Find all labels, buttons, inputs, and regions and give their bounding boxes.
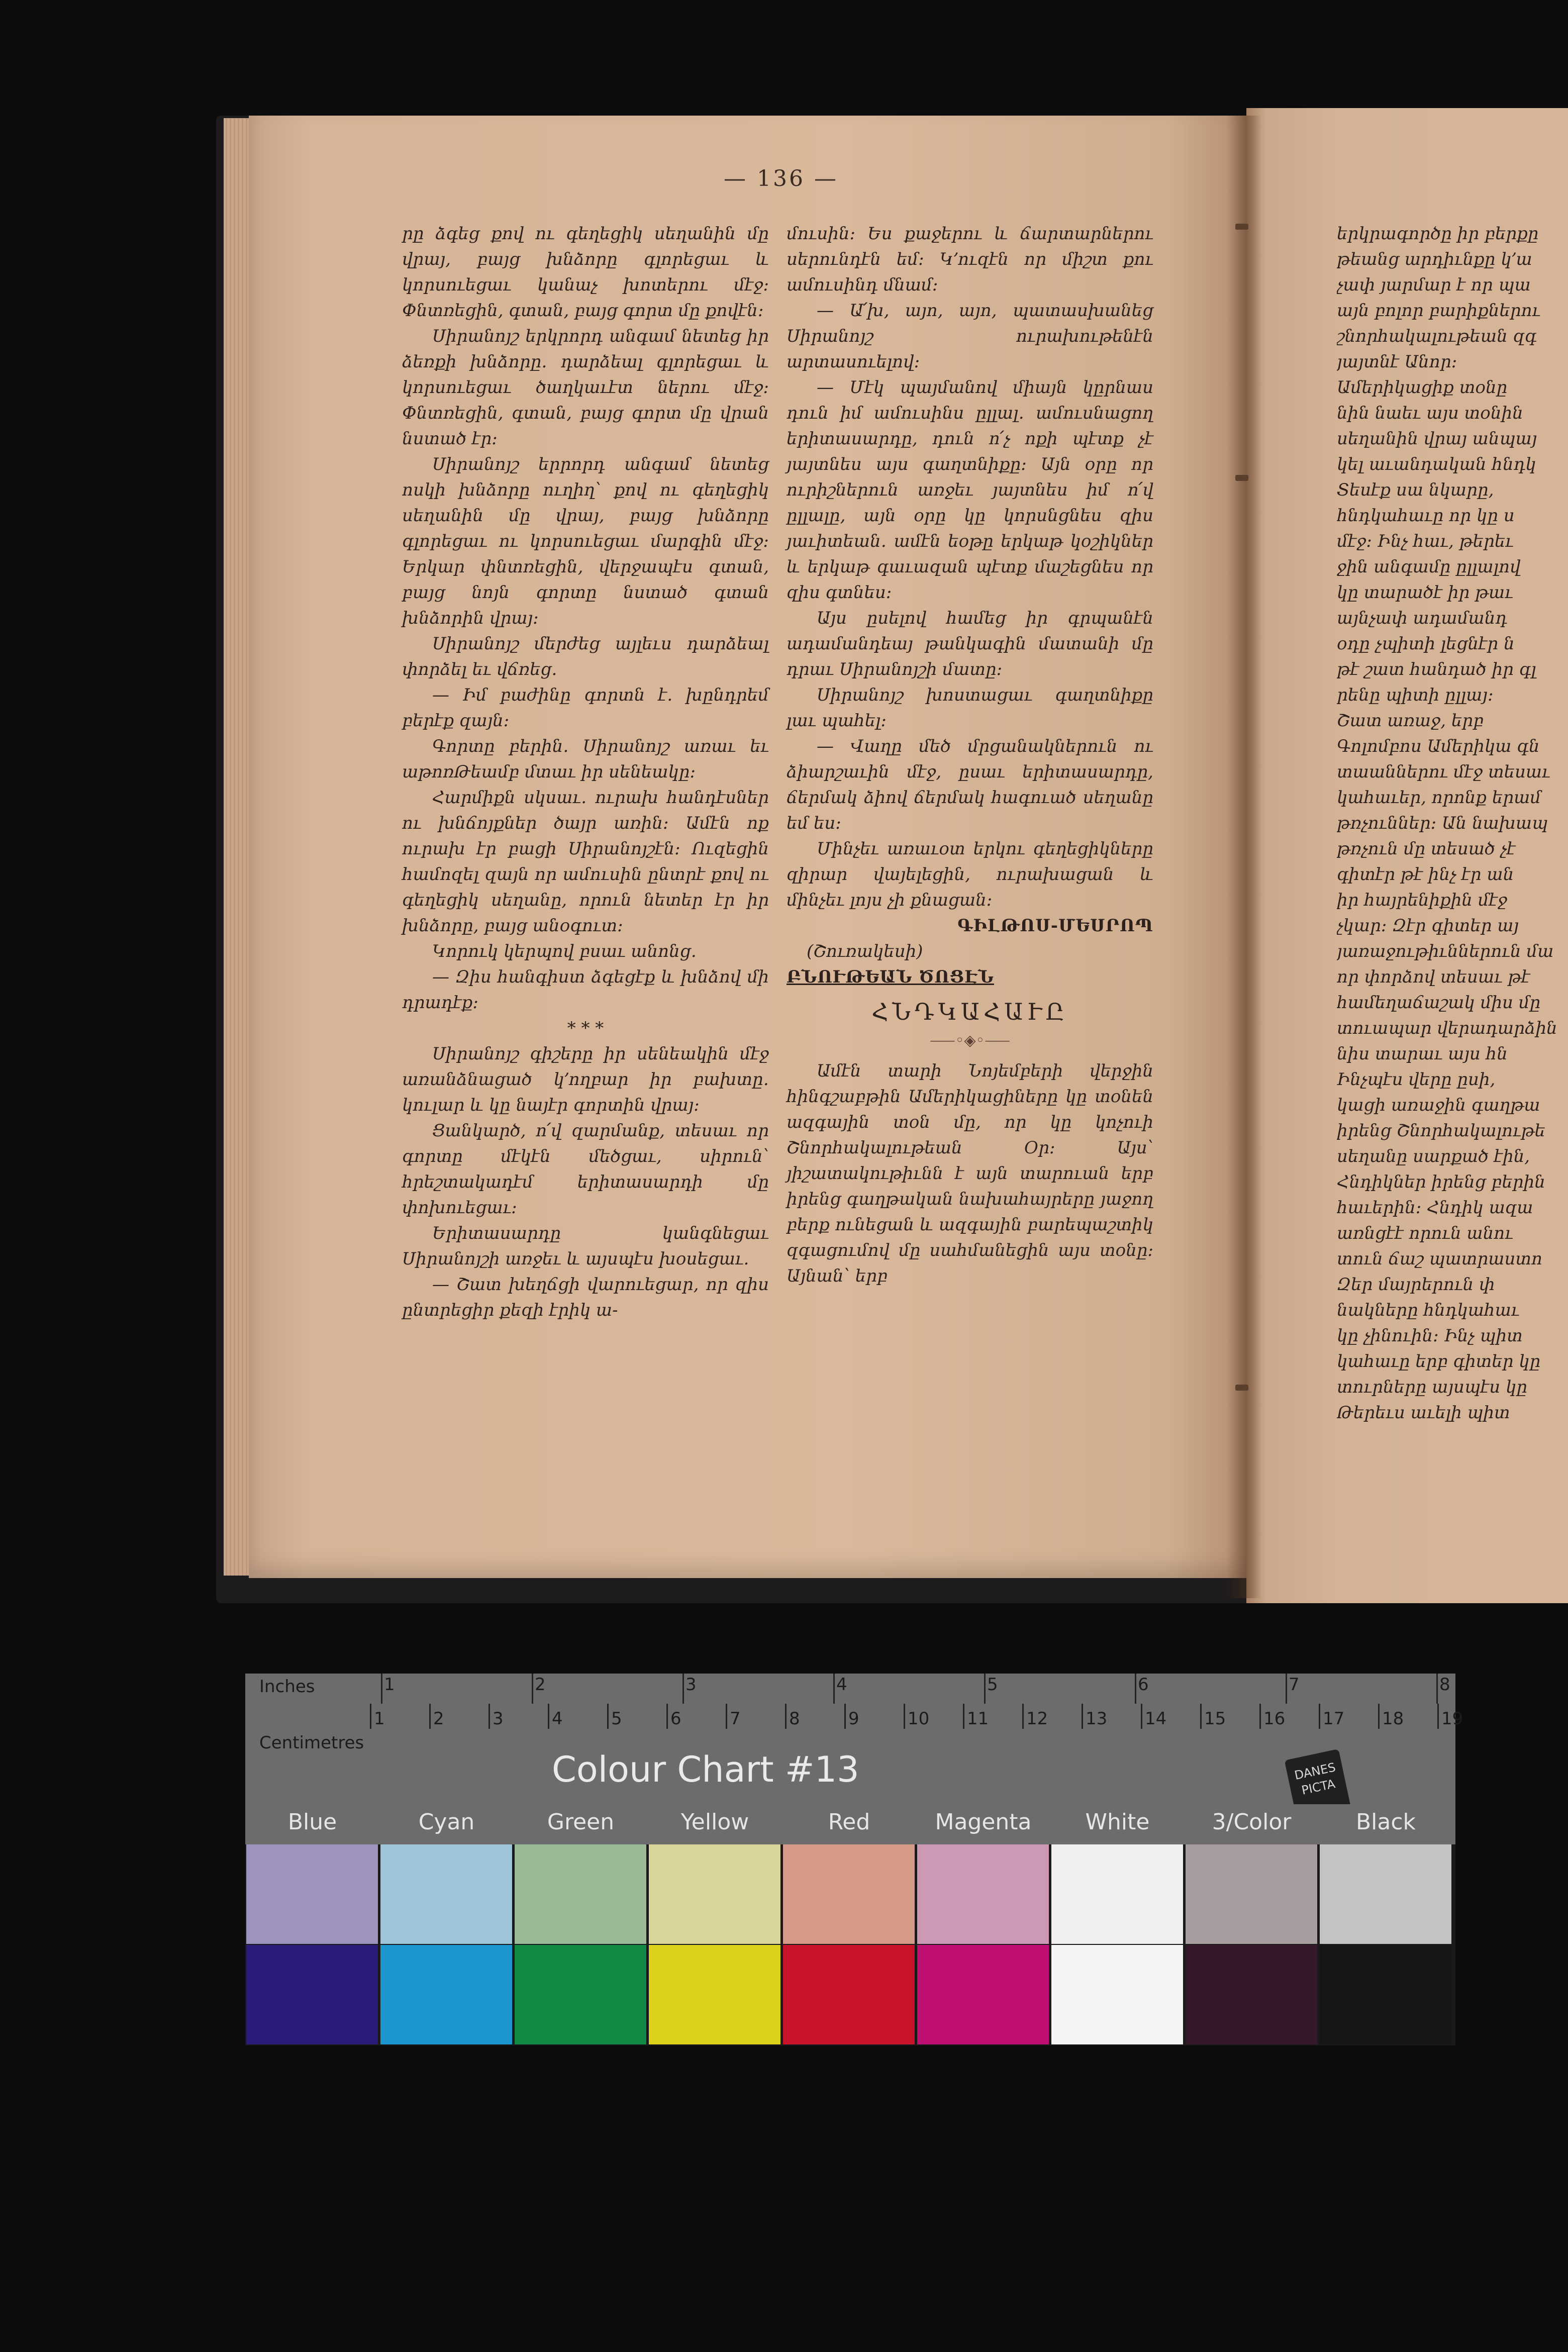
text-line: չկար։ Զէր գիտեր այ bbox=[1337, 916, 1519, 936]
paragraph: Գորտը բերին․ Սիրանոյշ առաւ եւ աթոռԹեամբ մտաւ իր սենեակը։ bbox=[402, 736, 769, 782]
inch-tick-label: 6 bbox=[1138, 1675, 1149, 1695]
inch-tick-label: 8 bbox=[1439, 1675, 1450, 1695]
paragraph: Մինչեւ առաւօտ երկու գեղեցիկները զիրար վայելեցին, ուրախացան և մինչեւ լոյս չի քնացան։ bbox=[787, 839, 1153, 910]
text-line: Ինչպէս վերը ըսի, bbox=[1337, 1069, 1496, 1090]
paragraph: Ամէն տարի Նոյեմբերի վերջին հինգշաբթին Ամերիկացիները կը տօնեն ազգային տօն մը, որ կը կոչուի Շնորհակալութեան Օր։ Այս՝ յիշատակութիւնն է այն տարուան երբ իրենց գաղթական նախահայրերը յաջող բերք ունեցան և ազգային բարեպաշտիկ զգացումով մը սահմանեցին այս տօնը։ Այնան՝ երբ bbox=[787, 1061, 1153, 1286]
text-line: հաւերին։ Հնդիկ ազա bbox=[1337, 1198, 1533, 1218]
cm-tick-label: 15 bbox=[1204, 1709, 1226, 1729]
paragraph: Հարմիքն սկսաւ․ ուրախ հանդէսներ ու խնճոյքներ ծայր առին։ Ամէն ոք ուրախ էր բացի Սիրանոյշէն։ Ուզեցին համոզել զայն որ ամուսին ընտրէ քով ու գեղեցիկ սեղանը, որուն նետեր էր իր խնձորը, բայց անօգուտ։ bbox=[402, 788, 769, 936]
inch-tick-label: 1 bbox=[384, 1675, 395, 1695]
swatch-light bbox=[1320, 1844, 1451, 1944]
cm-tick-label: 13 bbox=[1086, 1709, 1108, 1729]
swatch-light bbox=[380, 1844, 512, 1944]
text-line: ջին անգամը ըլլալով bbox=[1337, 557, 1521, 577]
cm-tick bbox=[1141, 1704, 1142, 1729]
paragraph: Երիտասարդը կանգնեցաւ Սիրանոյշի առջեւ և այսպէս խօսեցաւ․ bbox=[402, 1223, 769, 1269]
author-signature: ԳԻԼԹՈՍ-ՄԵՍՐՈՊ bbox=[957, 916, 1153, 936]
text-line: կահաւեր, որոնք երամ bbox=[1337, 788, 1541, 808]
text-line: թռչուն մը տեսած չէ bbox=[1337, 839, 1516, 859]
inch-tick-label: 3 bbox=[685, 1675, 697, 1695]
text-line: կահաւը երբ գիտեր կը bbox=[1337, 1351, 1541, 1371]
paragraph: — Մէկ պայմանով միայն կըրնաս դուն իմ ամուսինս ըլլալ․ ամուսնացող երիտասարդը, դուն ո՛չ ոքի պէտք չէ յայտնես այս գաղտնիքը։ Այն օրը որ ուրիշներուն առջեւ յայտնես իմ ո՛վ ըլլալը, այն օրը կը կորսնցնես զիս յաւիտեան․ ամէն եօթը երկաթ կօշիկներ և երկաթ գաւազան պէտք մաշեցնես որ զիս գտնես։ bbox=[787, 377, 1153, 603]
text-column-middle bbox=[787, 221, 1153, 1289]
cm-tick-label: 1 bbox=[374, 1709, 385, 1729]
cm-tick bbox=[963, 1704, 964, 1729]
text-line: թէ շատ հանդած իր գլ bbox=[1337, 659, 1536, 679]
cm-tick-label: 12 bbox=[1026, 1709, 1048, 1729]
danes-picta-logo: DANES PICTA bbox=[1285, 1749, 1352, 1824]
swatch-dark bbox=[917, 1945, 1049, 2044]
swatch-dark bbox=[515, 1945, 646, 2044]
book-gutter bbox=[1226, 116, 1261, 1598]
text-line: իր հայրենիքին մէջ bbox=[1337, 890, 1508, 910]
cm-tick bbox=[548, 1704, 549, 1729]
text-line: տուրները այսպէս կը bbox=[1337, 1377, 1527, 1397]
cm-tick-label: 18 bbox=[1382, 1709, 1404, 1729]
text-line: Թերեւս աւելի պիտ bbox=[1337, 1403, 1510, 1423]
cm-tick bbox=[785, 1704, 787, 1729]
cm-tick-label: 5 bbox=[611, 1709, 622, 1729]
text-line: Շատ առաջ, երբ bbox=[1337, 711, 1484, 731]
cm-tick-label: 6 bbox=[670, 1709, 681, 1729]
cm-tick-label: 9 bbox=[848, 1709, 859, 1729]
swatch-dark bbox=[380, 1945, 512, 2044]
text-line: Գոլոմբոս Ամերիկա գն bbox=[1337, 736, 1540, 756]
text-line: համեղաճաշակ միս մը bbox=[1337, 993, 1541, 1013]
swatch-light bbox=[515, 1844, 646, 1944]
inch-tick-label: 5 bbox=[987, 1675, 998, 1695]
inch-tick bbox=[1436, 1674, 1438, 1704]
cm-tick-label: 17 bbox=[1323, 1709, 1345, 1729]
ruler bbox=[245, 1674, 1463, 1804]
text-column-right-cropped bbox=[1337, 221, 1568, 1426]
cm-tick bbox=[607, 1704, 609, 1729]
swatch-dark bbox=[1051, 1945, 1183, 2044]
cm-tick-label: 19 bbox=[1441, 1709, 1463, 1729]
paragraph: — Վաղը մեծ մրցանակներուն ու ձիարշաւին մէջ, ըսաւ երիտասարդը, ճերմակ ձիով ճերմակ հագուած սեղանը եմ ես։ bbox=[787, 736, 1153, 833]
text-line: Տեսէք սա նկարը, bbox=[1337, 480, 1494, 500]
section-break-stars: * * * bbox=[567, 1018, 604, 1038]
paragraph: րը ձգեց քով ու գեղեցիկ սեղանին մը վրայ, բայց խնձորը գլորեցաւ և կորսուեցաւ կանաչ խոտերու մէջ։ Փնտռեցին, գտան, բայց գորտ մը քովէն։ bbox=[402, 224, 769, 321]
cm-tick bbox=[1082, 1704, 1083, 1729]
text-line: տուապար վերադարձին bbox=[1337, 1018, 1557, 1038]
text-column-left bbox=[402, 221, 769, 1323]
cm-tick bbox=[904, 1704, 905, 1729]
paragraph: Ցանկարծ, ո՛վ զարմանք, տեսաւ որ գորտը մէկէն մեծցաւ, սիրուն՝ հրեշտակադէմ երիտասարդի մը փոխուեցաւ։ bbox=[402, 1121, 769, 1218]
cm-tick-label: 8 bbox=[789, 1709, 800, 1729]
cm-tick bbox=[1378, 1704, 1380, 1729]
text-line: առնցէէ որուն անու bbox=[1337, 1223, 1513, 1243]
inch-tick-label: 2 bbox=[535, 1675, 546, 1695]
text-line: կը չինուին։ Ինչ պիտ bbox=[1337, 1326, 1523, 1346]
paragraph: — Շատ խեղճցի վարուեցար, որ զիս ընտրեցիր քեզի էրիկ ա- bbox=[402, 1275, 769, 1320]
binding-staple bbox=[1235, 1385, 1248, 1391]
text-line: չափ յարմար է որ պա bbox=[1337, 275, 1531, 295]
text-line: կել աւանդական հնդկ bbox=[1337, 454, 1536, 474]
text-line: թռչուններ։ Ան նախապ bbox=[1337, 813, 1548, 833]
paragraph: մուսին։ Ես քաջերու և ճարտարներու սերունդէն եմ։ Կ՚ուզէն որ միշտ քու ամուսինդ մնամ։ bbox=[787, 224, 1153, 295]
colour-name: 3/Color bbox=[1212, 1809, 1292, 1835]
cm-tick bbox=[844, 1704, 846, 1729]
swatch-dark bbox=[1186, 1945, 1317, 2044]
text-line: երկրագործը իր բերքը bbox=[1337, 224, 1539, 244]
text-line: տաաններու մէջ տեսաւ bbox=[1337, 762, 1550, 782]
cm-tick-label: 7 bbox=[730, 1709, 741, 1729]
inch-tick-label: 7 bbox=[1289, 1675, 1300, 1695]
text-line: նակները հնդկահաւ bbox=[1337, 1300, 1520, 1320]
section-heading: ԲՆՈՒԹԵԱՆ ԾՈՑԷՆ bbox=[787, 967, 994, 987]
cm-tick-label: 2 bbox=[433, 1709, 444, 1729]
swatch-dark bbox=[1320, 1945, 1451, 2044]
text-line: այնչափ ադամանդ bbox=[1337, 608, 1508, 628]
swatch-light bbox=[1051, 1844, 1183, 1944]
paragraph: — Իմ բաժինը գորտն է․ խընդրեմ բերէք զայն։ bbox=[402, 685, 769, 731]
inch-tick bbox=[532, 1674, 533, 1704]
inch-tick bbox=[1286, 1674, 1287, 1704]
text-line: իրենց Շնորհակալութե bbox=[1337, 1121, 1545, 1141]
paragraph: Կորուկ կերպով բսաւ անոնց․ bbox=[432, 941, 697, 961]
paragraph: Սիրանոյշ երրորդ անգամ նետեց ոսկի խնձորը ուղիղ՝ քով ու գեղեցիկ սեղանին մը վրայ, բայց խնձորը գլորեցաւ ու կորսուեցաւ մարգին մէջ։ Երկար փնտռեցին, վերջապէս գտան, բայց նոյն գորտը նստած գտան խնձորին վրայ։ bbox=[402, 454, 769, 628]
text-line: սեղանը սարքած էին, bbox=[1337, 1146, 1530, 1166]
paragraph: — Զիս հանգիստ ձգեցէք և խնձով մի դրադէք։ bbox=[402, 967, 769, 1013]
text-line: Հնդիկներ իրենց բերին bbox=[1337, 1172, 1545, 1192]
swatch-light bbox=[649, 1844, 780, 1944]
cm-tick bbox=[1437, 1704, 1439, 1729]
swatch-light bbox=[917, 1844, 1049, 1944]
text-line: սեղանին վրայ անպայ bbox=[1337, 429, 1537, 449]
swatch-light bbox=[783, 1844, 915, 1944]
swatch-dark bbox=[783, 1945, 915, 2044]
inch-tick bbox=[984, 1674, 986, 1704]
cm-tick-label: 3 bbox=[493, 1709, 504, 1729]
cm-tick bbox=[1319, 1704, 1320, 1729]
colour-names-row bbox=[245, 1804, 1455, 1844]
colour-name: Cyan bbox=[418, 1809, 475, 1835]
text-line: այն բոլոր բարիքներու bbox=[1337, 301, 1541, 321]
colour-name: Green bbox=[547, 1809, 615, 1835]
cm-tick bbox=[1022, 1704, 1024, 1729]
chart-title: Colour Chart #13 bbox=[552, 1749, 859, 1790]
colour-name: Red bbox=[828, 1809, 870, 1835]
text-line: կացի առաջին գաղթա bbox=[1337, 1095, 1540, 1115]
text-line: նին նաեւ այս տօնին bbox=[1337, 403, 1523, 423]
text-line: նիս տարաւ այս հն bbox=[1337, 1044, 1508, 1064]
text-line: թեանց արդիւնքը կ՚ա bbox=[1337, 249, 1532, 269]
cm-tick bbox=[488, 1704, 490, 1729]
paragraph: Սիրանոյշ գիշերը իր սենեակին մէջ առանձնացած կ՚ողբար իր բախտը․ կուլար և կը նայէր գորտին վրայ։ bbox=[402, 1044, 769, 1115]
cm-tick bbox=[1200, 1704, 1202, 1729]
text-line: տուն ճաշ պատրաստո bbox=[1337, 1249, 1543, 1269]
inch-tick bbox=[833, 1674, 835, 1704]
inch-tick bbox=[1135, 1674, 1136, 1704]
colour-name: Blue bbox=[287, 1809, 337, 1835]
colour-name: Yellow bbox=[680, 1809, 749, 1835]
paragraph: — Ա՛խ, այո, այո, պատասխանեց Սիրանոյշ ուրախութենէն արտասուելով։ bbox=[787, 301, 1153, 372]
cm-tick-label: 16 bbox=[1263, 1709, 1286, 1729]
inch-tick-label: 4 bbox=[836, 1675, 847, 1695]
centimetres-label: Centimetres bbox=[259, 1733, 364, 1753]
cm-tick bbox=[370, 1704, 371, 1729]
paragraph: Սիրանոյշ մերժեց այլեւս դարձեալ փորձել եւ վճռեց․ bbox=[402, 634, 769, 679]
text-line: յառաջութիւններուն մա bbox=[1337, 941, 1554, 961]
page-number: — 136 — bbox=[724, 166, 838, 191]
cm-tick bbox=[1259, 1704, 1261, 1729]
text-line: Զեր մայրերուն փ bbox=[1337, 1275, 1495, 1295]
text-line: օդը չպիտի լեցնէր ն bbox=[1337, 634, 1515, 654]
swatch-light bbox=[246, 1844, 378, 1944]
cm-tick-label: 14 bbox=[1145, 1709, 1167, 1729]
cm-tick-label: 10 bbox=[908, 1709, 930, 1729]
text-line: յայտնէ Անոր։ bbox=[1337, 352, 1457, 372]
cm-tick-label: 11 bbox=[967, 1709, 989, 1729]
colour-name: Black bbox=[1355, 1809, 1416, 1835]
paragraph: Այս ըսելով համեց իր գրպանէն ադամանդեայ թանկագին մատանի մը դրաւ Սիրանոյշի մատը։ bbox=[787, 608, 1153, 679]
binding-staple bbox=[1235, 224, 1248, 230]
text-line: կը տարածէ իր թաւ bbox=[1337, 582, 1513, 603]
inch-tick bbox=[682, 1674, 684, 1704]
text-line: հնդկահաւը որ կը ս bbox=[1337, 506, 1515, 526]
text-line: շնորհակալութեան զգ bbox=[1337, 326, 1537, 346]
ornament-divider: ⸺◦◈◦⸺ bbox=[930, 1032, 1010, 1049]
text-line: Ամերիկացիք տօնը bbox=[1337, 377, 1508, 398]
swatch-light bbox=[1186, 1844, 1317, 1944]
colour-chart bbox=[245, 1674, 1463, 2045]
article-title: ՀՆԴԿԱՀԱՒԸ bbox=[871, 998, 1068, 1025]
inches-label: Inches bbox=[259, 1677, 315, 1697]
paragraph: Սիրանոյշ երկրորդ անգամ նետեց իր ձեռքի խնձորը․ դարձեալ գլորեցաւ և կորսուեցաւ ծաղկաւէտ ներու մէջ։ Փնտռեցին, գտան, բայց գորտ մը վրան նստած էր։ bbox=[402, 326, 769, 449]
text-line: որ փորձով տեսաւ թէ bbox=[1337, 967, 1530, 987]
binding-staple bbox=[1235, 475, 1248, 481]
inch-tick bbox=[381, 1674, 382, 1704]
colour-name: Magenta bbox=[935, 1809, 1032, 1835]
cm-tick bbox=[726, 1704, 727, 1729]
cm-tick-label: 4 bbox=[552, 1709, 563, 1729]
colour-name: White bbox=[1085, 1809, 1150, 1835]
text-line: մէջ։ Ինչ հաւ, թերեւ bbox=[1337, 531, 1514, 551]
swatch-dark bbox=[246, 1945, 378, 2044]
text-line: րենը պիտի ըլլայ։ bbox=[1337, 685, 1494, 705]
cm-tick bbox=[429, 1704, 431, 1729]
paragraph: Սիրանոյշ խոստացաւ գաղտնիքը լաւ պահել։ bbox=[787, 685, 1153, 731]
text-line: գիտէր թէ ինչ էր ան bbox=[1337, 864, 1514, 885]
swatch-dark bbox=[649, 1945, 780, 2044]
source-note: (Շուռակեսի) bbox=[807, 941, 923, 961]
cm-tick bbox=[666, 1704, 668, 1729]
